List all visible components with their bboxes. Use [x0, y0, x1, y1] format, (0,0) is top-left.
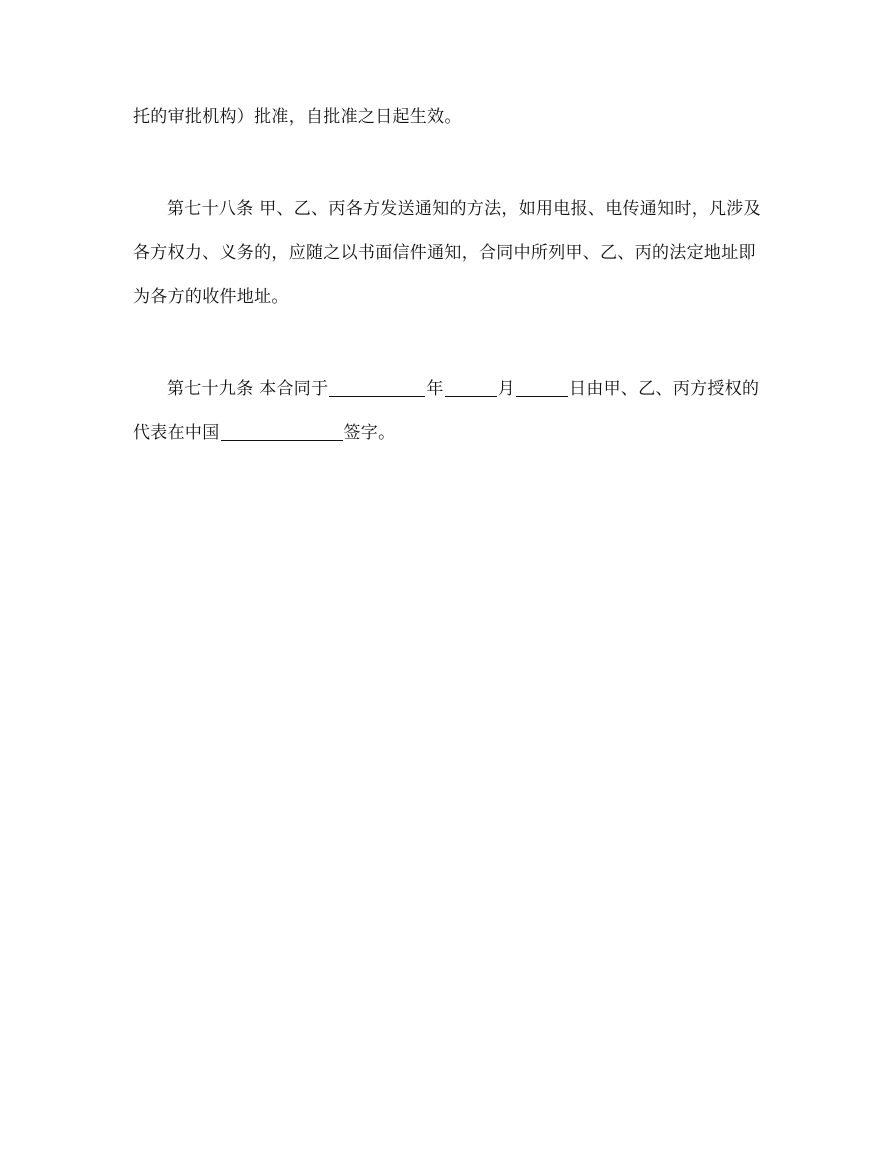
day-label: 日由甲、乙、丙方授权的	[569, 379, 760, 399]
place-blank	[221, 423, 343, 441]
article-79-line2-prefix: 代表在中国	[133, 423, 220, 443]
article-79-paragraph	[133, 367, 773, 455]
paragraph-line: 第七十八条 甲、乙、丙各方发送通知的方法，如用电报、电传通知时，凡涉及	[167, 199, 761, 219]
paragraph-line	[133, 367, 773, 411]
paragraph-line: 各方权力、义务的，应随之以书面信件通知，合同中所列甲、乙、丙的法定地址即	[133, 243, 756, 263]
article-79-prefix: 第七十九条 本合同于	[167, 379, 329, 399]
day-blank	[516, 379, 568, 397]
continuation-paragraph	[133, 95, 773, 139]
article-78-paragraph	[133, 187, 773, 319]
month-blank	[445, 379, 497, 397]
article-79-line2-suffix: 签字。	[343, 423, 396, 443]
paragraph-line: 为各方的收件地址。	[133, 287, 289, 307]
year-blank	[329, 379, 425, 397]
paragraph-line	[133, 411, 773, 455]
month-label: 月	[497, 379, 516, 399]
paragraph-line: 托的审批机构）批准，自批准之日起生效。	[133, 107, 462, 127]
year-label: 年	[426, 379, 444, 399]
